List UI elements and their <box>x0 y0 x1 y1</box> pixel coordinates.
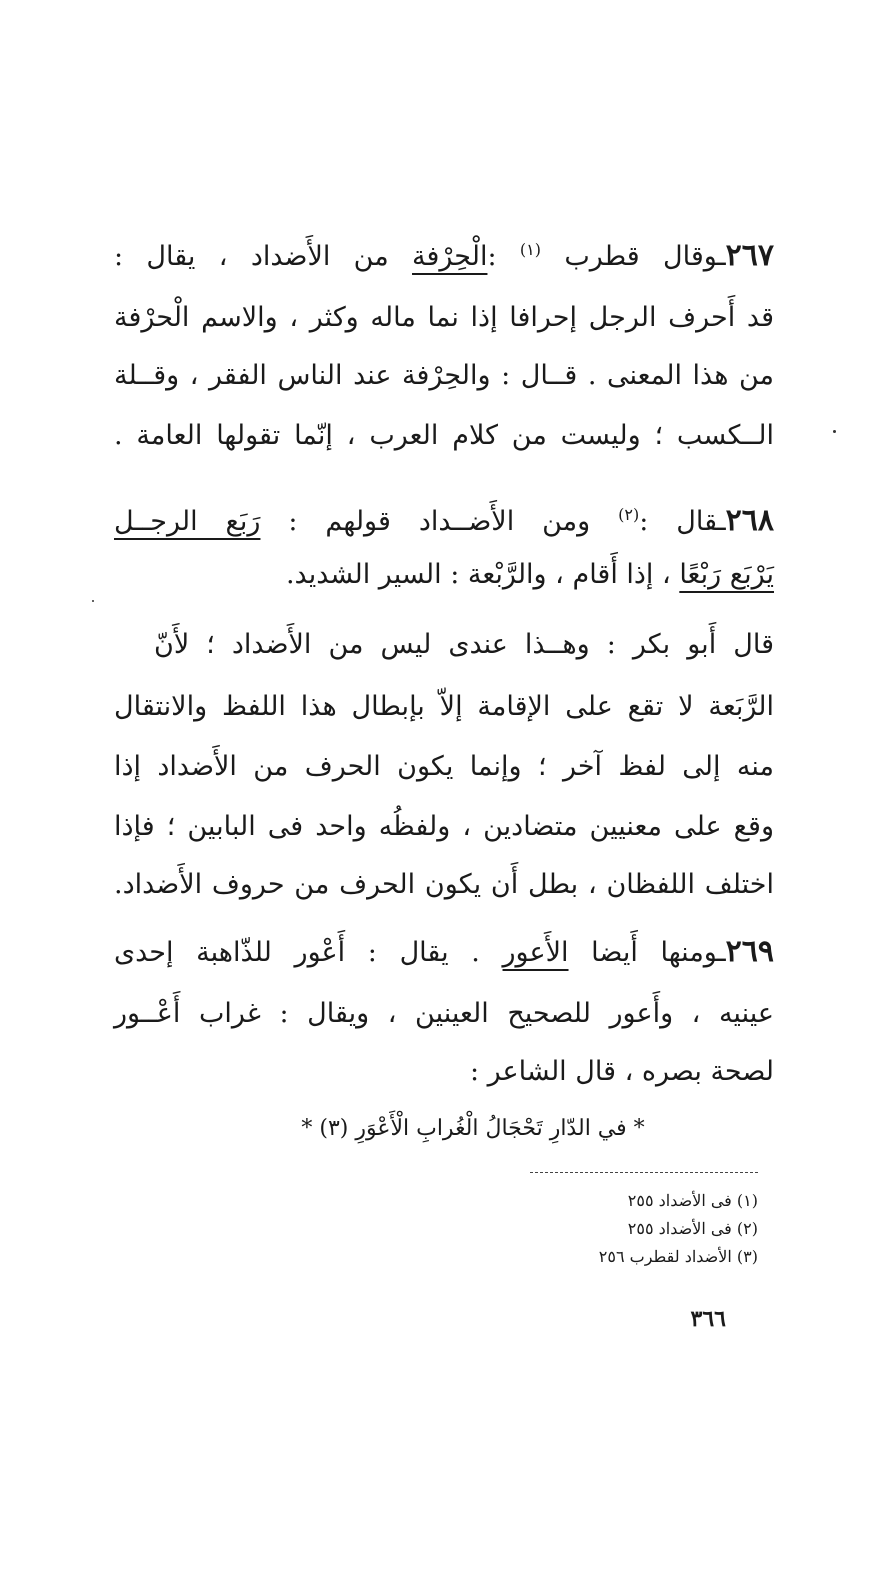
entry-number-269: ٢٦٩ <box>725 934 774 969</box>
entry-267-line-1 <box>114 223 774 277</box>
underlined-term-hirfa: الْحِرْفة <box>412 241 488 272</box>
entry-268-text-b: ومن الأَضــداد قولهم : <box>260 506 619 537</box>
entry-269-line-1 <box>114 925 774 979</box>
entry-267-text-b: : <box>487 241 520 272</box>
abubakr-line-1: قال أَبو بكر : وهــذا عندى ليس من الأَضداد ؛ لأَنّ <box>154 629 774 660</box>
entry-number-267: ٢٦٧ <box>725 238 774 273</box>
entry-268-line-1 <box>114 488 774 542</box>
footnote-1: (١) فى الأضداد ٢٥٥ <box>627 1191 758 1210</box>
entry-269-text-b: . يقال : أَعْور للذّاهبة إحدى <box>114 937 503 968</box>
entry-267-text-c: من الأَضداد ، يقال : <box>114 241 413 272</box>
page-number: ٣٦٦ <box>690 1306 726 1332</box>
abubakr-line-4: وقع على معنيين متضادين ، ولفظُه واحد فى البابين ؛ فإذا <box>114 811 774 842</box>
entry-269-line-3: لصحة بصره ، قال الشاعر : <box>469 1056 774 1087</box>
underlined-term-rabaa: رَبَع الرجــل <box>114 506 261 537</box>
entry-268-text-b2: ، إذا أَقام ، والرَّبْعة : السير الشديد. <box>285 559 680 590</box>
scan-speck <box>833 430 836 433</box>
entry-267-line-4: الــكسب ؛ وليست من كلام العرب ، إنّما تقولها العامة . <box>114 420 774 451</box>
underlined-term-yarbaa: يَرْبَع رَبْعًا <box>679 559 774 590</box>
abubakr-line-2: الرَّبَعة لا تقع على الإقامة إلاّ بإبطال هذا اللفظ والانتقال <box>114 691 774 722</box>
scan-speck <box>92 600 94 602</box>
entry-number-268: ٢٦٨ <box>725 503 775 538</box>
entry-267-text-a: ـوقال قطرب <box>541 241 726 272</box>
abubakr-line-5: اختلف اللفظان ، بطل أَن يكون الحرف من حروف الأَضداد. <box>114 869 774 900</box>
entry-268-line-2 <box>114 548 774 602</box>
entry-267-line-2: قد أَحرف الرجل إحرافا إذا نما ماله وكثر ، والاسم الْحرْفة <box>114 302 774 333</box>
footnote-ref-2: (٢) <box>618 505 640 524</box>
abubakr-line-3: منه إلى لفظ آخر ؛ وإنما يكون الحرف من الأَضداد إذا <box>114 751 774 782</box>
entry-267-line-3: من هذا المعنى . قــال : والحِرْفة عند الناس الفقر ، وقــلة <box>114 360 774 391</box>
entry-269-text-a: ـومنها أَيضا <box>568 937 726 968</box>
footnote-divider <box>530 1172 758 1173</box>
poetry-verse: * في الدّارِ تَحْجَالُ الْغُرابِ الْأَعْوَرِ (٣) * <box>301 1116 645 1141</box>
footnote-3: (٣) الأضداد لقطرب ٢٥٦ <box>598 1247 758 1266</box>
entry-268-text-a: ـقال : <box>639 506 726 537</box>
footnote-ref-1: (١) <box>519 240 541 259</box>
underlined-term-awar: الأَعور <box>502 937 569 968</box>
entry-269-line-2: عينيه ، وأَعور للصحيح العينين ، ويقال : غراب أَعْــور <box>114 998 774 1029</box>
footnote-2: (٢) فى الأضداد ٢٥٥ <box>627 1219 758 1238</box>
